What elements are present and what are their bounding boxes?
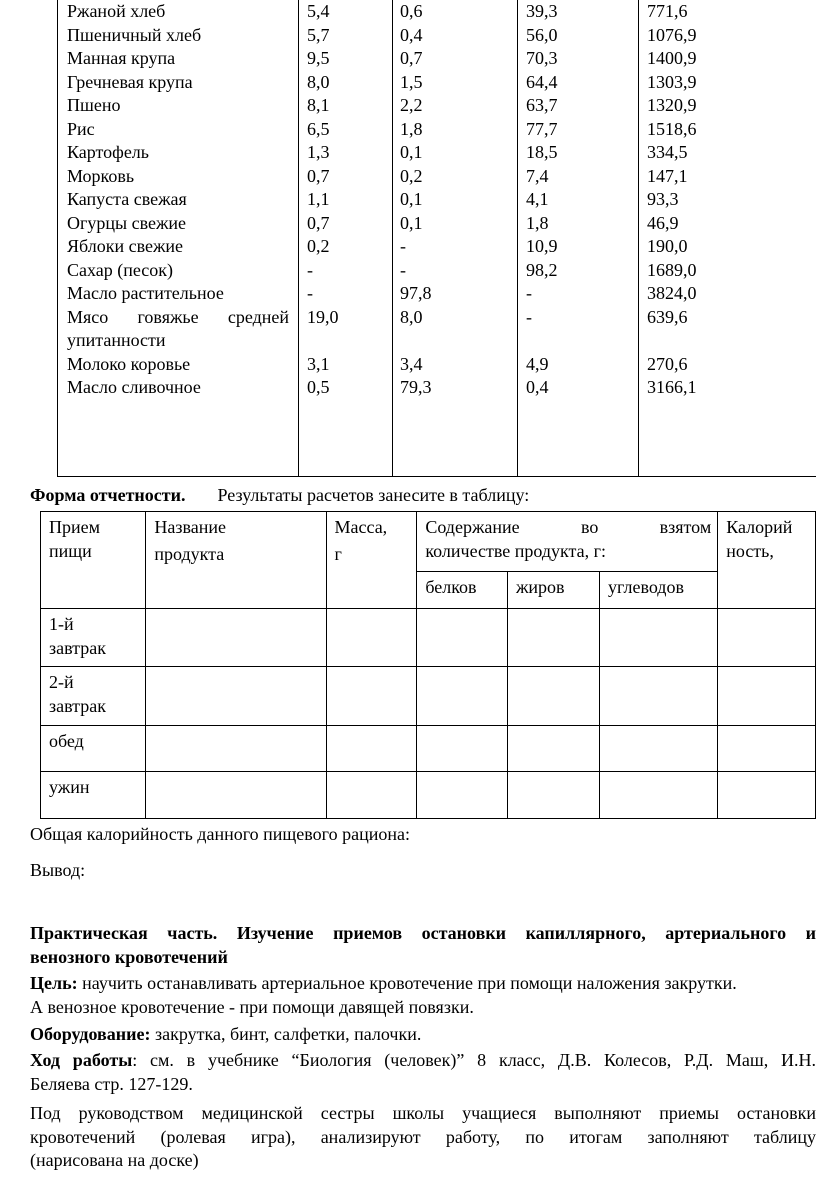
food-name-cell: Картофель bbox=[67, 142, 149, 162]
header-protein: белков bbox=[417, 572, 508, 609]
food-carbs-cell: 56,0 bbox=[526, 24, 558, 45]
food-name-cell: Яблоки свежие bbox=[67, 236, 184, 256]
meal-cell: 2-й завтрак bbox=[41, 667, 146, 726]
food-protein-cell: 0,7 bbox=[307, 165, 330, 186]
food-kcal-cell: 93,3 bbox=[647, 189, 679, 209]
empty-cell[interactable] bbox=[417, 772, 508, 819]
empty-cell[interactable] bbox=[600, 667, 718, 726]
report-form-label: Форма отчетности. bbox=[30, 485, 186, 505]
food-protein-cell: 3,1 bbox=[307, 353, 330, 374]
food-fat-cell: 1,5 bbox=[400, 71, 423, 92]
food-name-cell: Морковь bbox=[67, 165, 135, 186]
food-carbs-cell: - bbox=[526, 306, 532, 327]
food-carbs-cell: 0,4 bbox=[526, 377, 549, 397]
food-name-cell: Ржаной хлеб bbox=[67, 1, 166, 21]
food-kcal-cell: 1303,9 bbox=[647, 71, 697, 92]
food-kcal-cell: 1320,9 bbox=[647, 95, 697, 115]
food-kcal-cell: 1400,9 bbox=[647, 48, 697, 68]
food-kcal-cell: 1689,0 bbox=[647, 259, 697, 280]
header-product-name: Название продукта bbox=[146, 512, 326, 609]
header-fat: жиров bbox=[507, 572, 599, 609]
food-protein-cell: 1,3 bbox=[307, 142, 330, 162]
column-divider bbox=[392, 0, 393, 476]
column-divider bbox=[298, 0, 299, 476]
food-kcal-cell: 270,6 bbox=[647, 353, 688, 374]
food-carbs-cell: 39,3 bbox=[526, 1, 558, 21]
food-fat-cell: 2,2 bbox=[400, 95, 423, 115]
report-form-text: Результаты расчетов занесите в таблицу: bbox=[217, 485, 530, 505]
food-fat-cell: 1,8 bbox=[400, 118, 423, 139]
food-name-cell: Масло сливочное bbox=[67, 377, 201, 397]
header-mass: Масса, г bbox=[326, 512, 417, 609]
food-fat-cell: 97,8 bbox=[400, 283, 432, 303]
empty-cell[interactable] bbox=[507, 772, 599, 819]
food-kcal-cell: 1076,9 bbox=[647, 24, 697, 45]
food-protein-cell: 9,5 bbox=[307, 48, 330, 68]
empty-cell[interactable] bbox=[417, 609, 508, 667]
protein-column bbox=[307, 0, 339, 400]
food-name-cell: Рис bbox=[67, 118, 95, 139]
food-name-column bbox=[67, 0, 289, 400]
food-fat-cell: 0,2 bbox=[400, 165, 423, 186]
report-table bbox=[40, 511, 816, 819]
empty-cell[interactable] bbox=[326, 772, 417, 819]
food-carbs-cell: 70,3 bbox=[526, 48, 558, 68]
empty-cell[interactable] bbox=[600, 772, 718, 819]
equipment-paragraph: Оборудование: закрутка, бинт, салфетки, палочки. bbox=[30, 1024, 422, 1044]
food-carbs-cell: 4,9 bbox=[526, 353, 549, 374]
food-name-cell: упитанности bbox=[67, 330, 166, 350]
table-row bbox=[41, 609, 816, 667]
food-protein-cell: - bbox=[307, 259, 313, 280]
food-fat-cell: 79,3 bbox=[400, 377, 432, 397]
header-content: Содержание во взятом количестве продукта, г: bbox=[417, 512, 718, 572]
column-divider bbox=[517, 0, 518, 476]
practical-title: Практическая часть. Изучение приемов остановки капиллярного, артериального и венозного кровотечений bbox=[30, 923, 816, 967]
fat-column bbox=[400, 0, 432, 400]
empty-cell[interactable] bbox=[507, 609, 599, 667]
food-kcal-cell: 1518,6 bbox=[647, 118, 697, 139]
food-name-cell: Пшеничный хлеб bbox=[67, 24, 202, 45]
food-kcal-cell: 639,6 bbox=[647, 306, 688, 327]
food-protein-cell: 19,0 bbox=[307, 306, 339, 327]
meal-cell: обед bbox=[41, 726, 146, 772]
food-fat-cell: 8,0 bbox=[400, 306, 423, 327]
table-row bbox=[41, 772, 816, 819]
food-carbs-cell: 63,7 bbox=[526, 95, 558, 115]
final-paragraph: Под руководством медицинской сестры школы учащиеся выполняют приемы остановки кровотечений (ролевая игра), анализируют работу, по итогам заполняют таблицу (нарисована на доске) bbox=[30, 1103, 816, 1170]
food-protein-cell: 8,0 bbox=[307, 71, 330, 92]
blank-line bbox=[307, 329, 339, 353]
food-fat-cell: 0,6 bbox=[400, 1, 423, 21]
food-carbs-cell: 7,4 bbox=[526, 165, 549, 186]
header-calories: Калорий ность, bbox=[718, 512, 816, 609]
empty-cell[interactable] bbox=[326, 726, 417, 772]
food-name-cell: Капуста свежая bbox=[67, 189, 187, 209]
food-protein-cell: - bbox=[307, 283, 313, 303]
food-name-cell: Пшено bbox=[67, 95, 121, 115]
food-kcal-cell: 46,9 bbox=[647, 212, 679, 233]
kcal-column bbox=[647, 0, 697, 400]
food-protein-cell: 0,7 bbox=[307, 212, 330, 233]
food-protein-cell: 5,4 bbox=[307, 1, 330, 21]
food-fat-cell: 0,7 bbox=[400, 48, 423, 68]
blank-line bbox=[647, 329, 697, 353]
food-kcal-cell: 334,5 bbox=[647, 142, 688, 162]
blank-line bbox=[400, 329, 432, 353]
food-name-cell: Манная крупа bbox=[67, 48, 176, 68]
food-name-cell: Мясо говяжье средней bbox=[67, 306, 289, 327]
empty-cell[interactable] bbox=[326, 609, 417, 667]
food-carbs-cell: - bbox=[526, 283, 532, 303]
food-name-cell: Сахар (песок) bbox=[67, 259, 174, 280]
food-fat-cell: 0,1 bbox=[400, 142, 423, 162]
empty-cell[interactable] bbox=[146, 772, 326, 819]
empty-cell[interactable] bbox=[600, 726, 718, 772]
meal-cell: ужин bbox=[41, 772, 146, 819]
food-kcal-cell: 771,6 bbox=[647, 1, 688, 21]
table-row bbox=[41, 726, 816, 772]
food-kcal-cell: 190,0 bbox=[647, 236, 688, 256]
table-row bbox=[41, 667, 816, 726]
total-calories-line: Общая калорийность данного пищевого рациона: bbox=[30, 824, 410, 844]
food-kcal-cell: 147,1 bbox=[647, 165, 688, 186]
report-form-line bbox=[30, 484, 529, 508]
food-name-cell: Гречневая крупа bbox=[67, 71, 193, 92]
food-fat-cell: - bbox=[400, 259, 406, 280]
goal-paragraph: Цель: научить останавливать артериальное кровотечение при помощи наложения закрутки. А венозное кровотечение - при помощи давящей повязки. bbox=[30, 973, 737, 1017]
food-carbs-cell: 4,1 bbox=[526, 189, 549, 209]
food-protein-cell: 6,5 bbox=[307, 118, 330, 139]
header-meal: Прием пищи bbox=[41, 512, 146, 609]
empty-cell[interactable] bbox=[417, 726, 508, 772]
food-fat-cell: 3,4 bbox=[400, 353, 423, 374]
nutrition-table bbox=[57, 0, 816, 477]
empty-cell[interactable] bbox=[326, 667, 417, 726]
empty-cell[interactable] bbox=[417, 667, 508, 726]
blank-line bbox=[526, 329, 558, 353]
procedure-paragraph: Ход работы: см. в учебнике “Биология (человек)” 8 класс, Д.В. Колесов, Р.Д. Маш, И.Н. Беляева стр. 127-129. bbox=[30, 1050, 816, 1094]
food-name-cell: Молоко коровье bbox=[67, 353, 191, 374]
empty-cell[interactable] bbox=[718, 609, 816, 667]
conclusion-line: Вывод: bbox=[30, 860, 86, 880]
food-protein-cell: 8,1 bbox=[307, 95, 330, 115]
food-protein-cell: 0,5 bbox=[307, 377, 330, 397]
food-kcal-cell: 3166,1 bbox=[647, 377, 697, 397]
empty-cell[interactable] bbox=[507, 667, 599, 726]
food-fat-cell: 0,4 bbox=[400, 24, 423, 45]
empty-cell[interactable] bbox=[600, 609, 718, 667]
food-fat-cell: 0,1 bbox=[400, 189, 423, 209]
food-name-cell: Масло растительное bbox=[67, 283, 224, 303]
food-protein-cell: 5,7 bbox=[307, 24, 330, 45]
empty-cell[interactable] bbox=[718, 726, 816, 772]
food-fat-cell: - bbox=[400, 236, 406, 256]
empty-cell[interactable] bbox=[507, 726, 599, 772]
food-carbs-cell: 98,2 bbox=[526, 259, 558, 280]
empty-cell[interactable] bbox=[718, 772, 816, 819]
food-fat-cell: 0,1 bbox=[400, 212, 423, 233]
food-carbs-cell: 10,9 bbox=[526, 236, 558, 256]
empty-cell[interactable] bbox=[718, 667, 816, 726]
food-carbs-cell: 77,7 bbox=[526, 118, 558, 139]
food-name-cell: Огурцы свежие bbox=[67, 212, 187, 233]
empty-cell[interactable] bbox=[146, 726, 326, 772]
food-carbs-cell: 18,5 bbox=[526, 142, 558, 162]
empty-cell[interactable] bbox=[146, 667, 326, 726]
empty-cell[interactable] bbox=[146, 609, 326, 667]
food-kcal-cell: 3824,0 bbox=[647, 283, 697, 303]
food-protein-cell: 1,1 bbox=[307, 189, 330, 209]
meal-cell: 1-й завтрак bbox=[41, 609, 146, 667]
carbs-column bbox=[526, 0, 558, 400]
food-carbs-cell: 1,8 bbox=[526, 212, 549, 233]
food-protein-cell: 0,2 bbox=[307, 236, 330, 256]
column-divider bbox=[638, 0, 639, 476]
header-carbs: углеводов bbox=[600, 572, 718, 609]
food-carbs-cell: 64,4 bbox=[526, 71, 558, 92]
